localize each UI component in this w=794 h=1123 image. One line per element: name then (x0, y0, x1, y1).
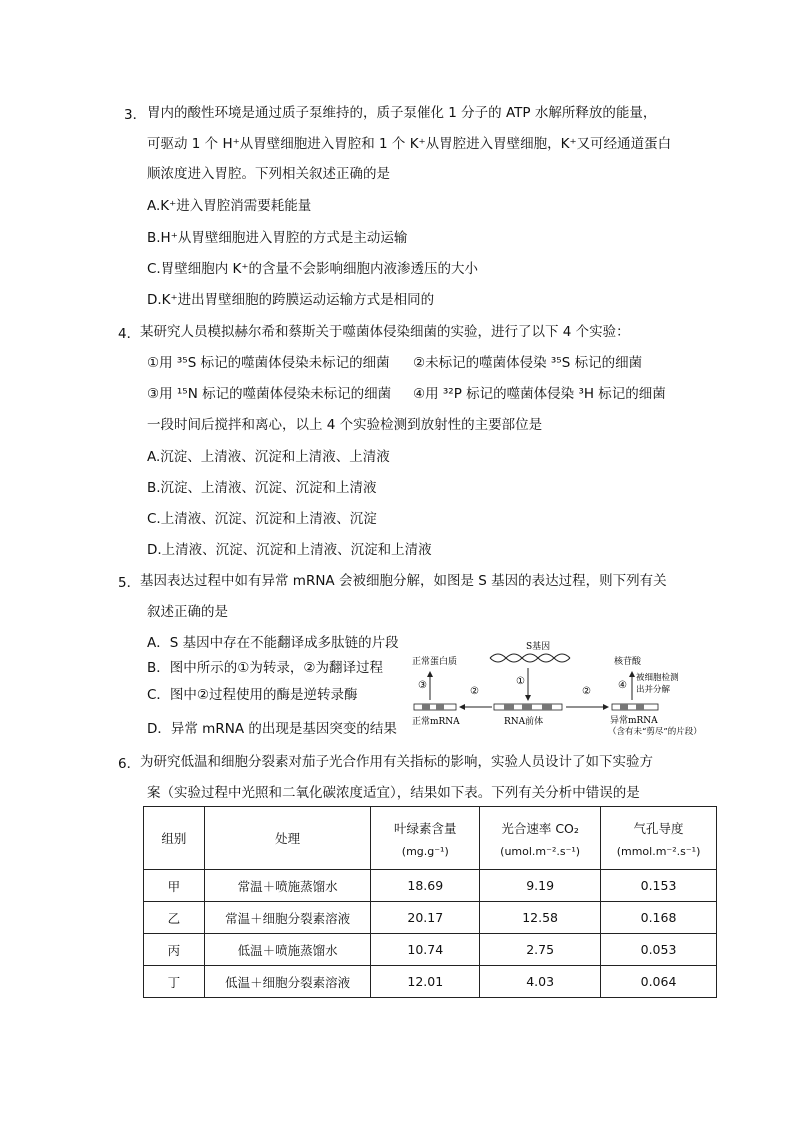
q3-stem-line-3: 顺浓度进入胃腔。下列相关叙述正确的是 (147, 166, 390, 182)
table-row (144, 934, 717, 966)
q4-experiment-1: ①用 ³⁵S 标记的噬菌体侵染未标记的细菌 (147, 355, 390, 371)
cell-group: 甲 (144, 870, 205, 902)
cell-group: 乙 (144, 902, 205, 934)
q3-stem-line-1: 胃内的酸性环境是通过质子泵维持的，质子泵催化 1 分子的 ATP 水解所释放的能量， (147, 105, 657, 121)
header-chlorophyll-title: 叶绿素含量 (394, 820, 457, 836)
cell-treatment: 低温＋细胞分裂素溶液 (204, 966, 371, 998)
step-3-label: ③ (418, 680, 427, 691)
q6-stem-line-2: 案（实验过程中光照和二氧化碳浓度适宜），结果如下表。下列有关分析中错误的是 (147, 785, 640, 801)
detect-label-line-2: 出并分解 (636, 685, 671, 695)
gene-expression-diagram (410, 636, 710, 736)
normal-mrna-bar (414, 704, 456, 710)
normal-mrna-label: 正常mRNA (412, 717, 460, 727)
q5-option-d: D．异常 mRNA 的出现是基因突变的结果 (147, 721, 397, 737)
cell-photosynthesis: 2.75 (480, 934, 601, 966)
cell-stomata: 0.168 (601, 902, 717, 934)
step-2-right-label: ② (582, 686, 591, 697)
header-stomata (601, 807, 717, 870)
q4-stem-2: 一段时间后搅拌和离心，以上 4 个实验检测到放射性的主要部位是 (147, 417, 543, 433)
abnormal-mrna-note: （含有未“剪尽”的片段） (608, 727, 702, 736)
q3-stem-line-2: 可驱动 1 个 H⁺从胃壁细胞进入胃腔和 1 个 K⁺从胃腔进入胃壁细胞，K⁺又可经通道蛋白 (147, 136, 672, 152)
table-row (144, 966, 717, 998)
step-2-left-label: ② (470, 686, 479, 697)
rna-precursor-bar (494, 704, 562, 710)
header-group: 组别 (144, 807, 205, 870)
cell-chlorophyll: 10.74 (371, 934, 480, 966)
cell-chlorophyll: 18.69 (371, 870, 480, 902)
cell-treatment: 常温＋细胞分裂素溶液 (204, 902, 371, 934)
step-1-label: ① (516, 676, 525, 687)
q4-number: 4． (118, 326, 141, 342)
table-header-row (144, 807, 717, 870)
header-treatment: 处理 (204, 807, 371, 870)
q5-stem-line-2: 叙述正确的是 (147, 604, 228, 620)
cell-stomata: 0.064 (601, 966, 717, 998)
cell-treatment: 常温＋喷施蒸馏水 (204, 870, 371, 902)
cell-treatment: 低温＋喷施蒸馏水 (204, 934, 371, 966)
header-chlorophyll-unit: (mg.g⁻¹) (401, 844, 449, 858)
normal-protein-label: 正常蛋白质 (412, 657, 458, 667)
table-row (144, 902, 717, 934)
q3-option-b: B.H⁺从胃壁细胞进入胃腔的方式是主动运输 (147, 230, 408, 246)
q4-stem: 某研究人员模拟赫尔希和蔡斯关于噬菌体侵染细菌的实验，进行了以下 4 个实验： (140, 324, 630, 340)
cell-group: 丁 (144, 966, 205, 998)
header-photosynthesis-unit: (umol.m⁻².s⁻¹) (500, 844, 581, 858)
q3-option-d: D.K⁺进出胃壁细胞的跨膜运动运输方式是相同的 (147, 292, 435, 308)
cell-chlorophyll: 12.01 (371, 966, 480, 998)
q4-experiment-4: ④用 ³²P 标记的噬菌体侵染 ³H 标记的细菌 (413, 386, 666, 402)
cell-stomata: 0.053 (601, 934, 717, 966)
cell-photosynthesis: 12.58 (480, 902, 601, 934)
q6-number: 6． (118, 756, 141, 772)
q4-option-d: D.上清液、沉淀、沉淀和上清液、沉淀和上清液 (147, 542, 432, 558)
header-stomata-title: 气孔导度 (633, 820, 684, 836)
q5-option-b: B．图中所示的①为转录，②为翻译过程 (147, 660, 383, 676)
cell-photosynthesis: 9.19 (480, 870, 601, 902)
results-table (143, 806, 717, 998)
cell-group: 丙 (144, 934, 205, 966)
s-gene-label: S基因 (526, 642, 551, 652)
q3-option-c: C.胃壁细胞内 K⁺的含量不会影响细胞内液渗透压的大小 (147, 261, 478, 277)
rna-precursor-label: RNA前体 (504, 717, 544, 727)
table-row (144, 870, 717, 902)
nucleotide-label: 核苷酸 (614, 657, 642, 667)
q3-number: 3． (124, 107, 147, 123)
q5-option-c: C．图中②过程使用的酶是逆转录酶 (147, 687, 358, 703)
header-photosynthesis-title: 光合速率 CO₂ (501, 820, 579, 836)
q3-option-a: A.K⁺进入胃腔消需要耗能量 (147, 198, 312, 214)
q5-stem-line-1: 基因表达过程中如有异常 mRNA 会被细胞分解，如图是 S 基因的表达过程，则下列有关 (140, 573, 667, 589)
q4-experiment-2: ②未标记的噬菌体侵染 ³⁵S 标记的细菌 (413, 355, 643, 371)
q5-option-a: A．S 基因中存在不能翻译成多肽链的片段 (147, 635, 399, 651)
cell-stomata: 0.153 (601, 870, 717, 902)
cell-photosynthesis: 4.03 (480, 966, 601, 998)
step-4-label: ④ (618, 680, 627, 691)
detect-label-line-1: 被细胞检测 (636, 673, 679, 683)
q6-stem-line-1: 为研究低温和细胞分裂素对茄子光合作用有关指标的影响，实验人员设计了如下实验方 (140, 754, 653, 770)
q4-experiment-3: ③用 ¹⁵N 标记的噬菌体侵染未标记的细菌 (147, 386, 392, 402)
abnormal-mrna-label: 异常mRNA (610, 716, 658, 726)
q4-option-c: C.上清液、沉淀、沉淀和上清液、沉淀 (147, 511, 377, 527)
header-photosynthesis (480, 807, 601, 870)
cell-chlorophyll: 20.17 (371, 902, 480, 934)
header-stomata-unit: (mmol.m⁻².s⁻¹) (616, 844, 701, 858)
abnormal-mrna-bar (612, 704, 658, 710)
q4-option-b: B.沉淀、上清液、沉淀、沉淀和上清液 (147, 480, 377, 496)
header-chlorophyll (371, 807, 480, 870)
q5-number: 5． (118, 575, 141, 591)
q4-option-a: A.沉淀、上清液、沉淀和上清液、上清液 (147, 449, 390, 465)
